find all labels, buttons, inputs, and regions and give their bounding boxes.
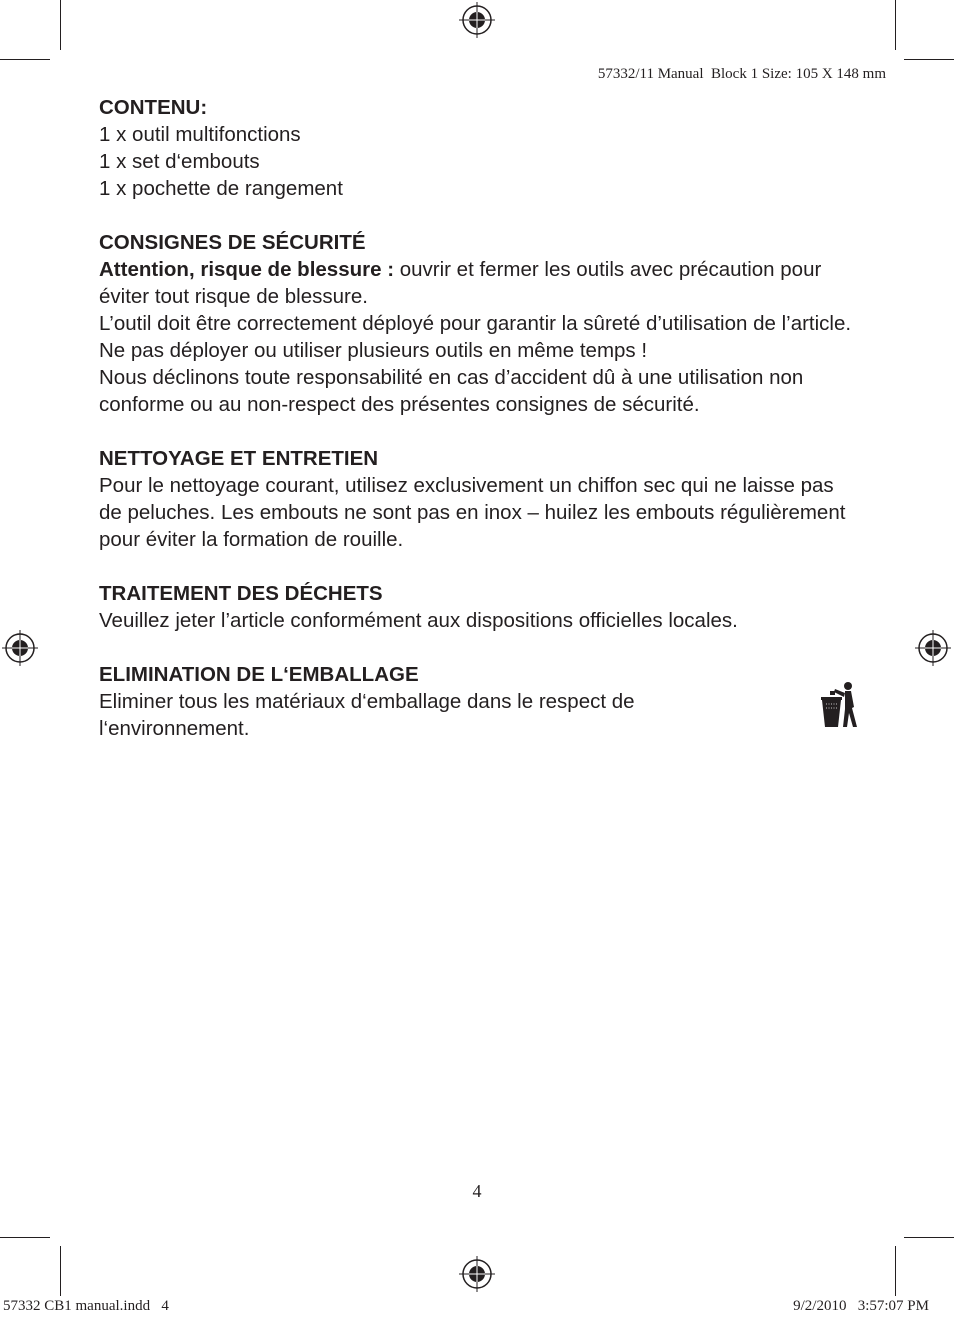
safety-section (99, 229, 859, 418)
registration-mark-icon (459, 1256, 495, 1292)
contents-item: 1 x set d‘embouts (99, 150, 260, 173)
crop-mark-bottom-right (895, 1246, 896, 1296)
crop-mark-bottom-left (0, 1237, 50, 1238)
crop-mark-top-right (904, 59, 954, 60)
safety-text: L’outil doit être correctement déployé pour garantir la sûreté d’utilisation de l’article. (99, 312, 852, 335)
footer-file-info: 57332 CB1 manual.indd 4 (3, 1298, 169, 1314)
contents-section (99, 94, 859, 202)
packaging-section (99, 661, 859, 742)
page-number: 4 (472, 1181, 482, 1201)
registration-mark-icon (2, 630, 38, 666)
crop-mark-top-right (895, 0, 896, 50)
contents-heading: CONTENU: (99, 96, 208, 119)
cleaning-text: Pour le nettoyage courant, utilisez exclusivement un chiffon sec qui ne laisse pas de peluches. Les embouts ne sont pas en inox – huilez les embouts régulièrement pour éviter la formation de rouille. (99, 474, 846, 551)
contents-item: 1 x pochette de rangement (99, 177, 343, 200)
contents-item: 1 x outil multifonctions (99, 123, 301, 146)
safety-text: Nous déclinons toute responsabilité en cas d’accident dû à une utilisation non conforme ou au non-respect des présentes consignes de sécurité. (99, 366, 804, 416)
waste-heading: TRAITEMENT DES DÉCHETS (99, 582, 383, 605)
packaging-heading: ELIMINATION DE L‘EMBALLAGE (99, 663, 419, 686)
print-slug: 57332/11 Manual Block 1 Size: 105 X 148 mm (597, 66, 886, 82)
safety-warning-lead: Attention, risque de blessure : (99, 258, 395, 281)
cleaning-heading: NETTOYAGE ET ENTRETIEN (99, 447, 379, 470)
tidyman-recycle-icon (821, 681, 859, 729)
safety-text: Ne pas déployer ou utiliser plusieurs outils en même temps ! (99, 339, 648, 362)
crop-mark-bottom-left (60, 1246, 61, 1296)
safety-heading: CONSIGNES DE SÉCURITÉ (99, 231, 366, 254)
registration-mark-icon (459, 2, 495, 38)
packaging-text: Eliminer tous les matériaux d‘emballage dans le respect de l‘environnement. (99, 690, 635, 740)
crop-mark-top-left (60, 0, 61, 50)
safety-warning-text: ouvrir et fermer les outils avec précaution pour éviter tout risque de blessure. (99, 258, 822, 308)
manual-content (99, 94, 859, 769)
cleaning-section (99, 445, 859, 553)
registration-mark-icon (915, 630, 951, 666)
crop-mark-bottom-right (904, 1237, 954, 1238)
safety-warning (99, 256, 859, 310)
crop-mark-top-left (0, 59, 50, 60)
footer-timestamp: 9/2/2010 3:57:07 PM (793, 1298, 929, 1314)
waste-section (99, 580, 859, 634)
waste-text: Veuillez jeter l’article conformément aux dispositions officielles locales. (99, 609, 738, 632)
